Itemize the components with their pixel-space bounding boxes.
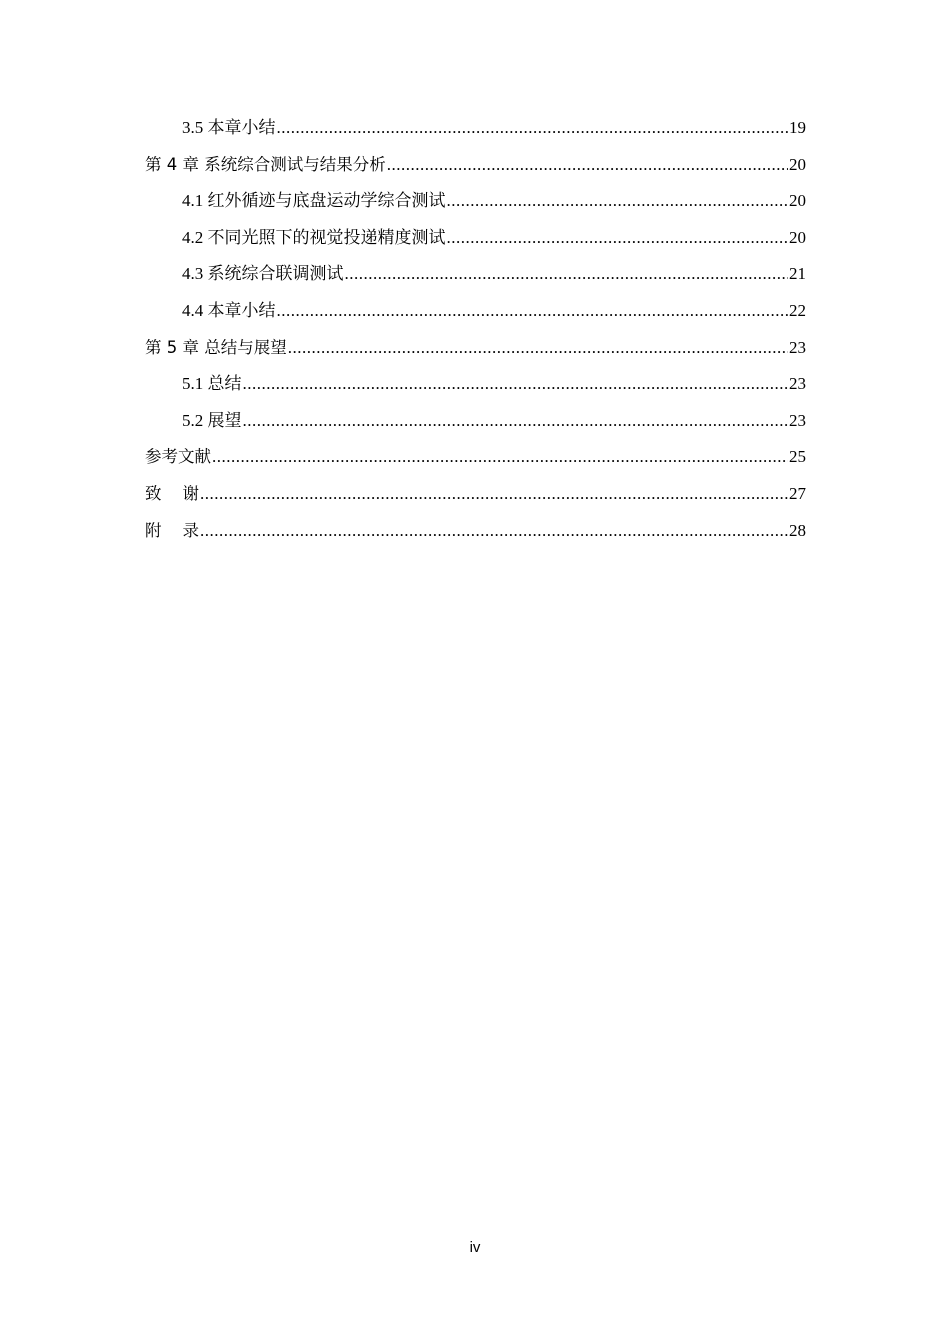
toc-entry-title: 4.3 系统综合联调测试 [182, 264, 344, 284]
toc-dot-leader [277, 296, 789, 326]
toc-entry-page: 27 [789, 483, 806, 503]
toc-entry-title: 参考文献 [145, 447, 211, 467]
toc-dot-leader [212, 442, 788, 472]
toc-entry[interactable] [145, 516, 806, 553]
toc-entry[interactable] [145, 296, 806, 333]
toc-entry-page: 28 [789, 520, 806, 540]
toc-dot-leader [277, 113, 789, 143]
toc-entry-title: 5.2 展望 [182, 410, 242, 430]
toc-entry-title: 致 谢 [145, 483, 199, 503]
toc-entry-title: 4.1 红外循迹与底盘运动学综合测试 [182, 191, 446, 211]
toc-entry-title: 4.4 本章小结 [182, 300, 276, 320]
toc-entry[interactable] [145, 150, 806, 187]
toc-dot-leader [387, 150, 788, 180]
toc-entry-title: 附 录 [145, 520, 199, 540]
toc-entry[interactable] [145, 406, 806, 443]
toc-entry[interactable] [145, 223, 806, 260]
toc-entry-page: 20 [789, 227, 806, 247]
page-number: iv [469, 1239, 481, 1256]
toc-dot-leader [200, 516, 788, 546]
toc-entry[interactable] [145, 479, 806, 516]
toc-dot-leader [200, 479, 788, 509]
toc-entry-page: 25 [789, 447, 806, 467]
toc-entry-page: 20 [789, 191, 806, 211]
toc-entry-title: 4.2 不同光照下的视觉投递精度测试 [182, 227, 446, 247]
toc-entry-page: 21 [789, 264, 806, 284]
toc-dot-leader [447, 186, 789, 216]
toc-dot-leader [243, 406, 789, 436]
toc-dot-leader [288, 333, 788, 363]
toc-dot-leader [447, 223, 789, 253]
toc-entry[interactable] [145, 333, 806, 370]
toc-entry[interactable] [145, 113, 806, 150]
toc-entry-title: 第 5 章 总结与展望 [145, 337, 287, 357]
toc-entry[interactable] [145, 186, 806, 223]
toc-entry-page: 20 [789, 154, 806, 174]
toc-entry-title: 第 4 章 系统综合测试与结果分析 [145, 154, 386, 174]
toc-entry-title: 5.1 总结 [182, 374, 242, 394]
toc-dot-leader [243, 369, 789, 399]
toc-entry-page: 22 [789, 300, 806, 320]
toc-entry-page: 23 [789, 374, 806, 394]
toc-entry[interactable] [145, 259, 806, 296]
toc-entry-page: 23 [789, 410, 806, 430]
table-of-contents [145, 113, 806, 552]
toc-entry[interactable] [145, 442, 806, 479]
toc-dot-leader [345, 259, 789, 289]
toc-entry-page: 19 [789, 118, 806, 137]
toc-entry-title: 3.5 本章小结 [182, 118, 276, 137]
toc-entry[interactable] [145, 369, 806, 406]
toc-entry-page: 23 [789, 337, 806, 357]
